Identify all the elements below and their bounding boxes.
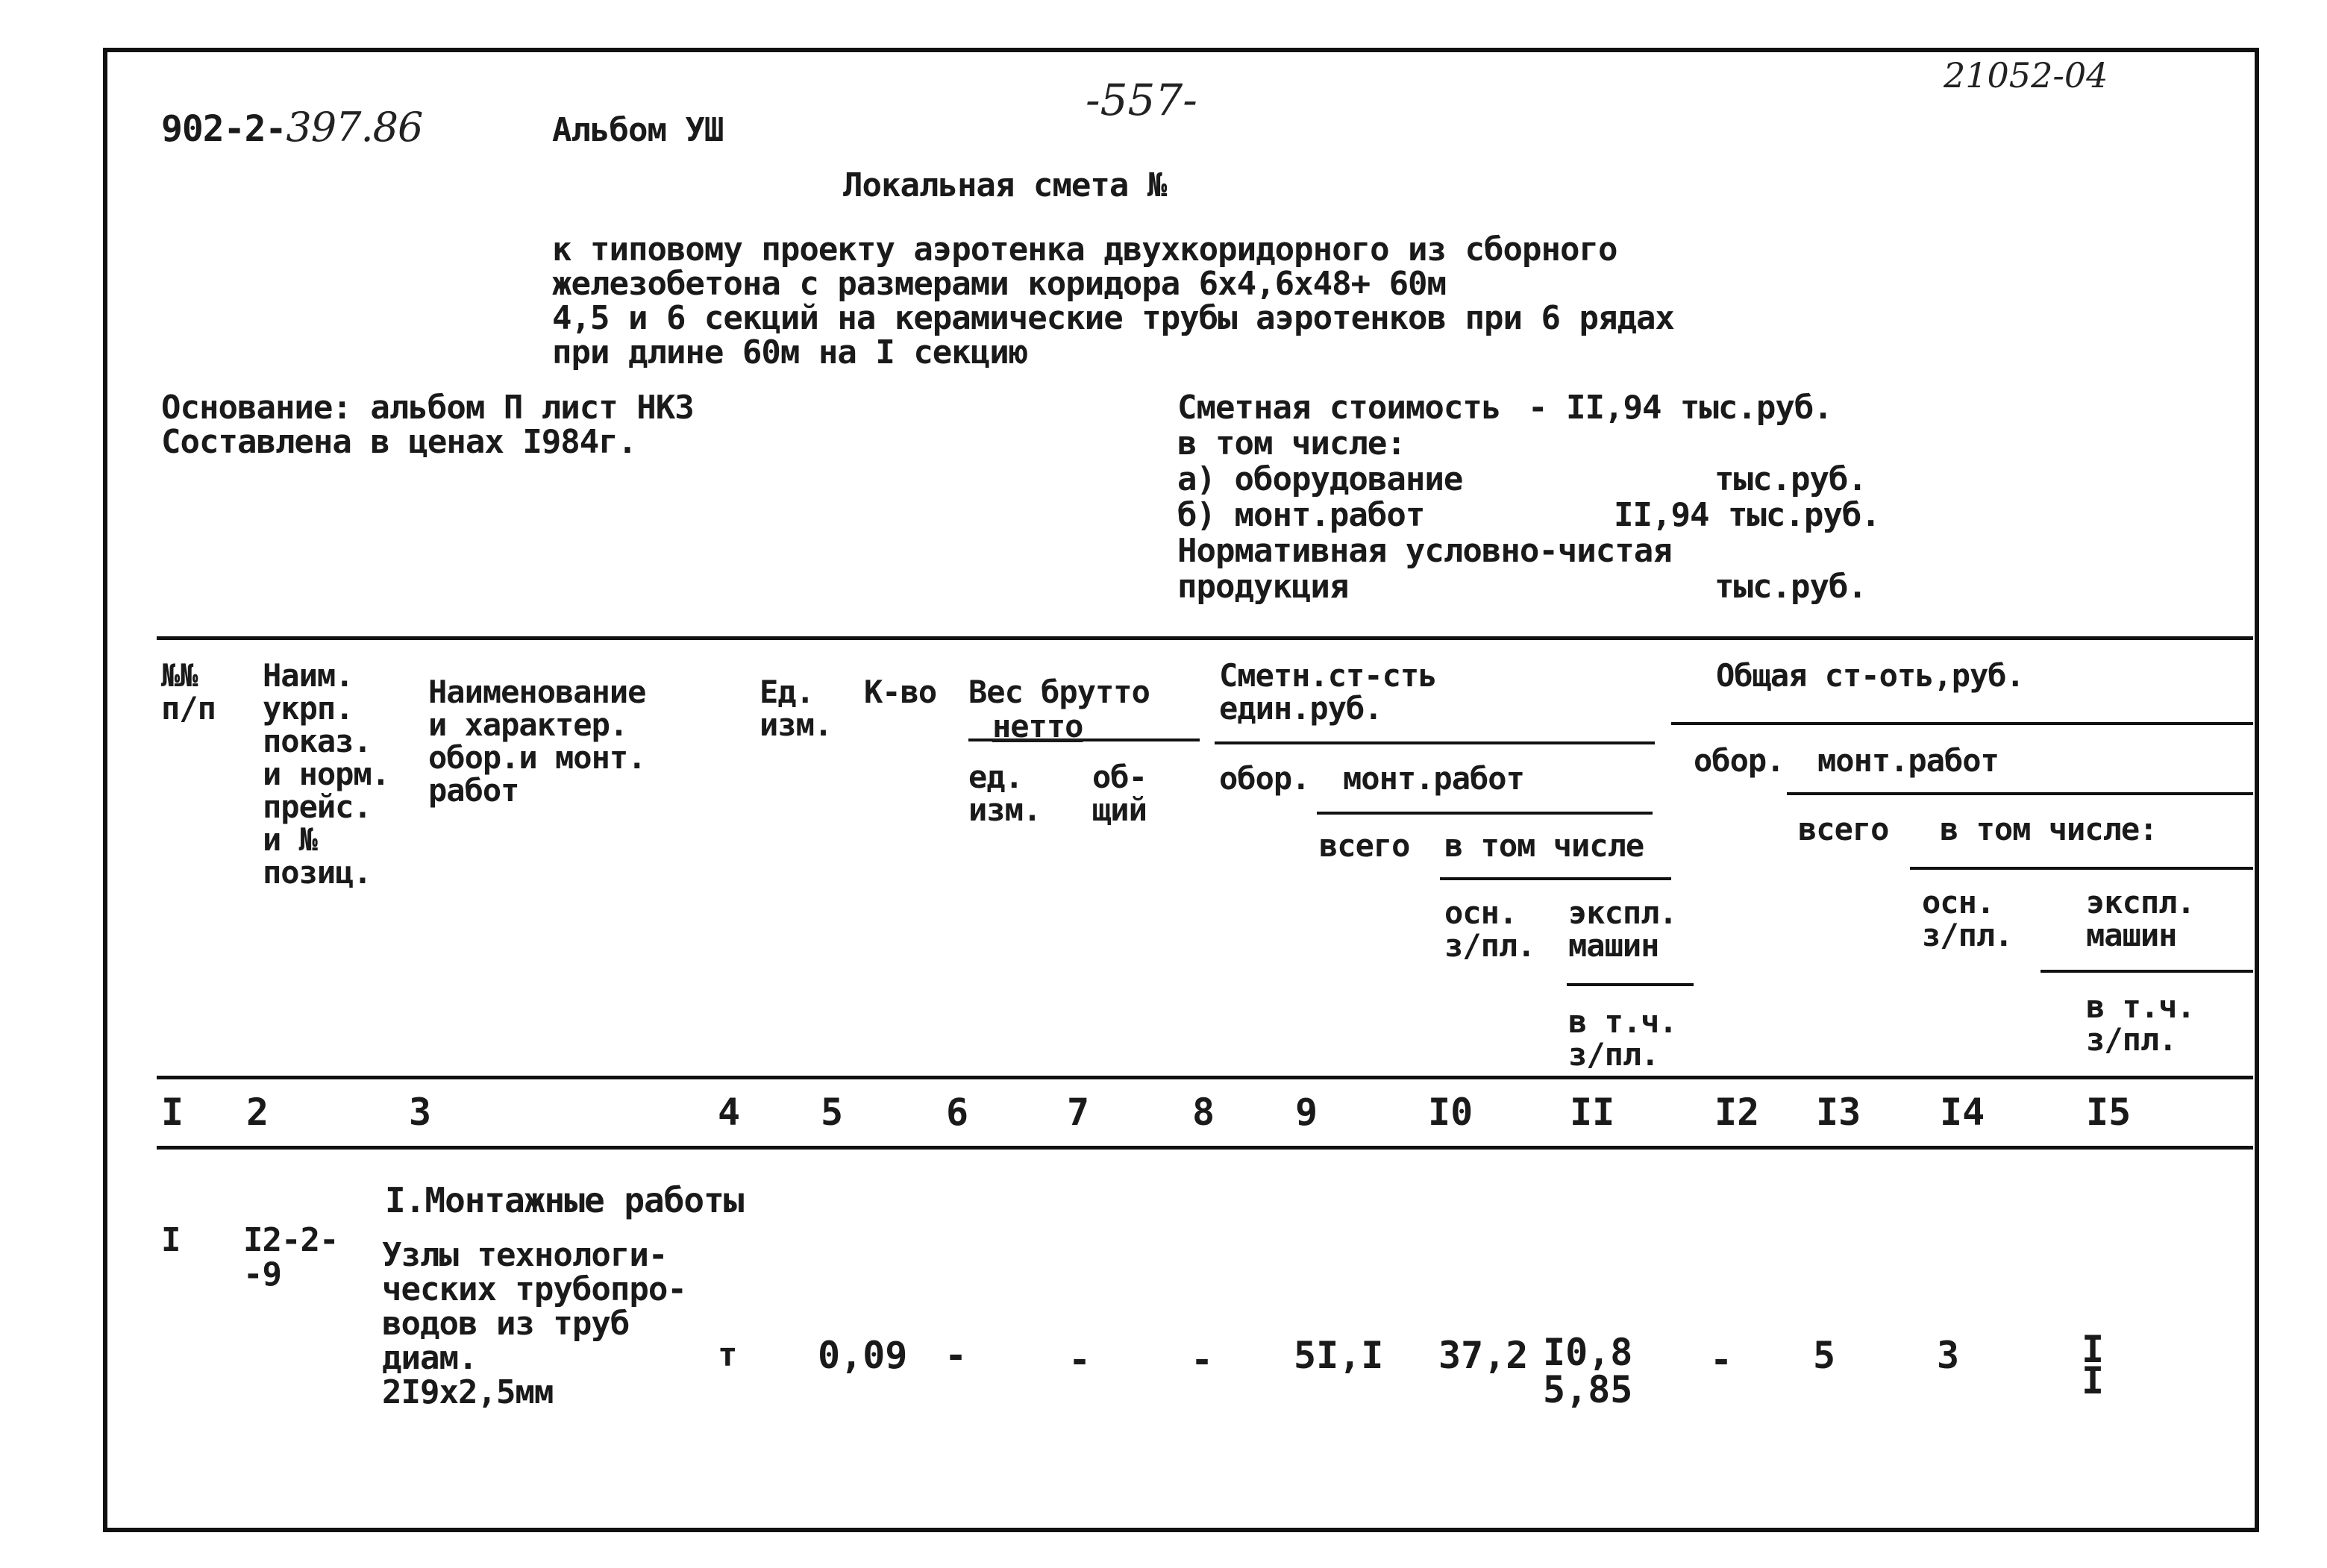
total-ekspl-rule: [2041, 970, 2253, 973]
unit-cost-rule: [1215, 741, 1655, 744]
section-title: I.Монтажные работы: [385, 1180, 744, 1220]
col-number: 9: [1295, 1091, 1318, 1134]
col-number: 5: [821, 1091, 844, 1134]
header-unit-cost: Сметн.ст-сть един.руб.: [1219, 657, 1437, 727]
unit-ekspl-rule: [1567, 983, 1694, 986]
cost-summary: [1177, 391, 1923, 606]
header-name: Наименование и характер. обор.и монт. работ: [428, 674, 646, 809]
header-total-installation: монт.работ: [1817, 742, 1999, 779]
production-unit: тыс.руб.: [1714, 568, 1867, 606]
numbers-bottom-rule: [157, 1146, 2253, 1150]
header-weight-brutto: Вес брутто: [968, 674, 1150, 710]
basis-line: Составлена в ценах I984г.: [161, 423, 637, 461]
header-quantity: К-во: [864, 674, 937, 710]
total-vtom-rule: [1910, 867, 2253, 870]
archive-number: 21052-04: [1944, 55, 2108, 95]
doc-code-handwritten: 397.86: [286, 104, 423, 151]
unit-vtom-rule: [1440, 877, 1671, 880]
including-label: в том числе:: [1177, 424, 1406, 462]
doc-code-print: 902-2-: [161, 108, 286, 150]
header-total-equipment: обор.: [1694, 742, 1785, 779]
header-weight-total: об- щий: [1092, 759, 1147, 828]
header-row-number: №№ п/п: [161, 657, 216, 727]
album-label: Альбом УШ: [552, 111, 724, 149]
row-total-base-salary: 3: [1937, 1334, 1960, 1377]
net-production-label: Нормативная условно-чистая: [1177, 532, 1672, 570]
page-number: -557-: [1086, 75, 1197, 125]
col-number: I3: [1816, 1091, 1861, 1134]
row-col12: -: [1710, 1338, 1733, 1382]
header-weight-netto: нетто: [992, 708, 1083, 744]
col-number: 3: [409, 1091, 432, 1134]
production-label: продукция: [1177, 568, 1349, 606]
row-norm-code: I2-2- -9: [243, 1221, 339, 1293]
col-number: I2: [1714, 1091, 1760, 1134]
row-name: Узлы технологи- ческих трубопро- водов из труб диам. 2I9х2,5мм: [382, 1236, 686, 1411]
unit-mont-rule: [1317, 812, 1653, 815]
col-number: 2: [246, 1091, 269, 1134]
col-number: 8: [1192, 1091, 1215, 1134]
document-title: Локальная смета №: [843, 166, 1167, 204]
total-cost-rule: [1671, 722, 2253, 725]
header-unit-equipment: обор.: [1219, 760, 1310, 797]
row-total-sum: 5: [1813, 1334, 1836, 1377]
header-total-machines: экспл. машин: [2086, 884, 2195, 953]
header-bottom-rule: [157, 1076, 2253, 1079]
header-unit-base-salary: осн. з/пл.: [1444, 894, 1535, 964]
header-total-including: в том числе:: [1940, 811, 2158, 847]
estimated-cost-value: - II,94 тыс.руб.: [1528, 389, 1832, 427]
col-number: I4: [1940, 1091, 1985, 1134]
col-number: II: [1570, 1091, 1615, 1134]
project-line: к типовому проекту аэротенка двухкоридорного из сборного: [552, 231, 1617, 269]
row-col8: -: [1191, 1338, 1214, 1382]
header-total-cost: Общая ст-оть,руб.: [1716, 657, 2024, 694]
total-mont-rule: [1787, 792, 2253, 795]
basis-block: [161, 391, 694, 460]
col-number: 7: [1067, 1091, 1090, 1134]
col-number: I5: [2086, 1091, 2132, 1134]
row-unit-base-salary: 37,2: [1438, 1334, 1529, 1377]
row-unit: т: [718, 1336, 737, 1374]
header-unit-machine-salary: в т.ч. з/пл.: [1568, 1003, 1677, 1073]
basis-line: Основание: альбом П лист НКЗ: [161, 389, 694, 427]
row-total-machines: I I: [2082, 1328, 2105, 1402]
project-line: 4,5 и 6 секций на керамические трубы аэротенков при 6 рядах: [552, 299, 1674, 337]
header-norm-code: Наим. укрп. показ. и норм. прейс. и № позиц.: [263, 657, 390, 891]
row-number: I: [161, 1221, 181, 1259]
project-line: при длине 60м на I секцию: [552, 333, 1028, 371]
row-quantity: 0,09: [818, 1334, 908, 1377]
header-unit: Ед. изм.: [760, 674, 833, 743]
header-unit-including: в том числе: [1444, 827, 1644, 864]
row-weight-total: -: [1068, 1338, 1092, 1382]
table-top-rule: [157, 636, 2253, 640]
row-unit-machines: I0,8 5,85: [1543, 1331, 1633, 1411]
header-total-sum: всего: [1798, 811, 1889, 847]
col-number: 6: [946, 1091, 969, 1134]
installation-label: б) монт.работ: [1177, 496, 1425, 534]
header-unit-installation: монт.работ: [1343, 760, 1524, 797]
header-unit-total: всего: [1319, 827, 1410, 864]
header-total-machine-salary: в т.ч. з/пл.: [2086, 988, 2195, 1058]
col-number: I: [161, 1091, 184, 1134]
equipment-label: а) оборудование: [1177, 460, 1463, 498]
equipment-unit: тыс.руб.: [1714, 460, 1867, 498]
row-weight-unit: -: [945, 1334, 968, 1377]
installation-value: II,94 тыс.руб.: [1614, 496, 1880, 534]
estimated-cost-label: Сметная стоимость: [1177, 389, 1501, 427]
col-number: I0: [1428, 1091, 1473, 1134]
project-line: железобетона с размерами коридора 6х4,6х48+ 60м: [552, 265, 1447, 303]
project-description: [552, 233, 1674, 370]
doc-code: [161, 104, 423, 151]
header-unit-machines: экспл. машин: [1568, 894, 1677, 964]
header-weight-unit: ед. изм.: [968, 759, 1042, 828]
col-number: 4: [718, 1091, 741, 1134]
row-unit-cost-total: 5I,I: [1294, 1334, 1384, 1377]
header-total-base-salary: осн. з/пл.: [1922, 884, 2013, 953]
